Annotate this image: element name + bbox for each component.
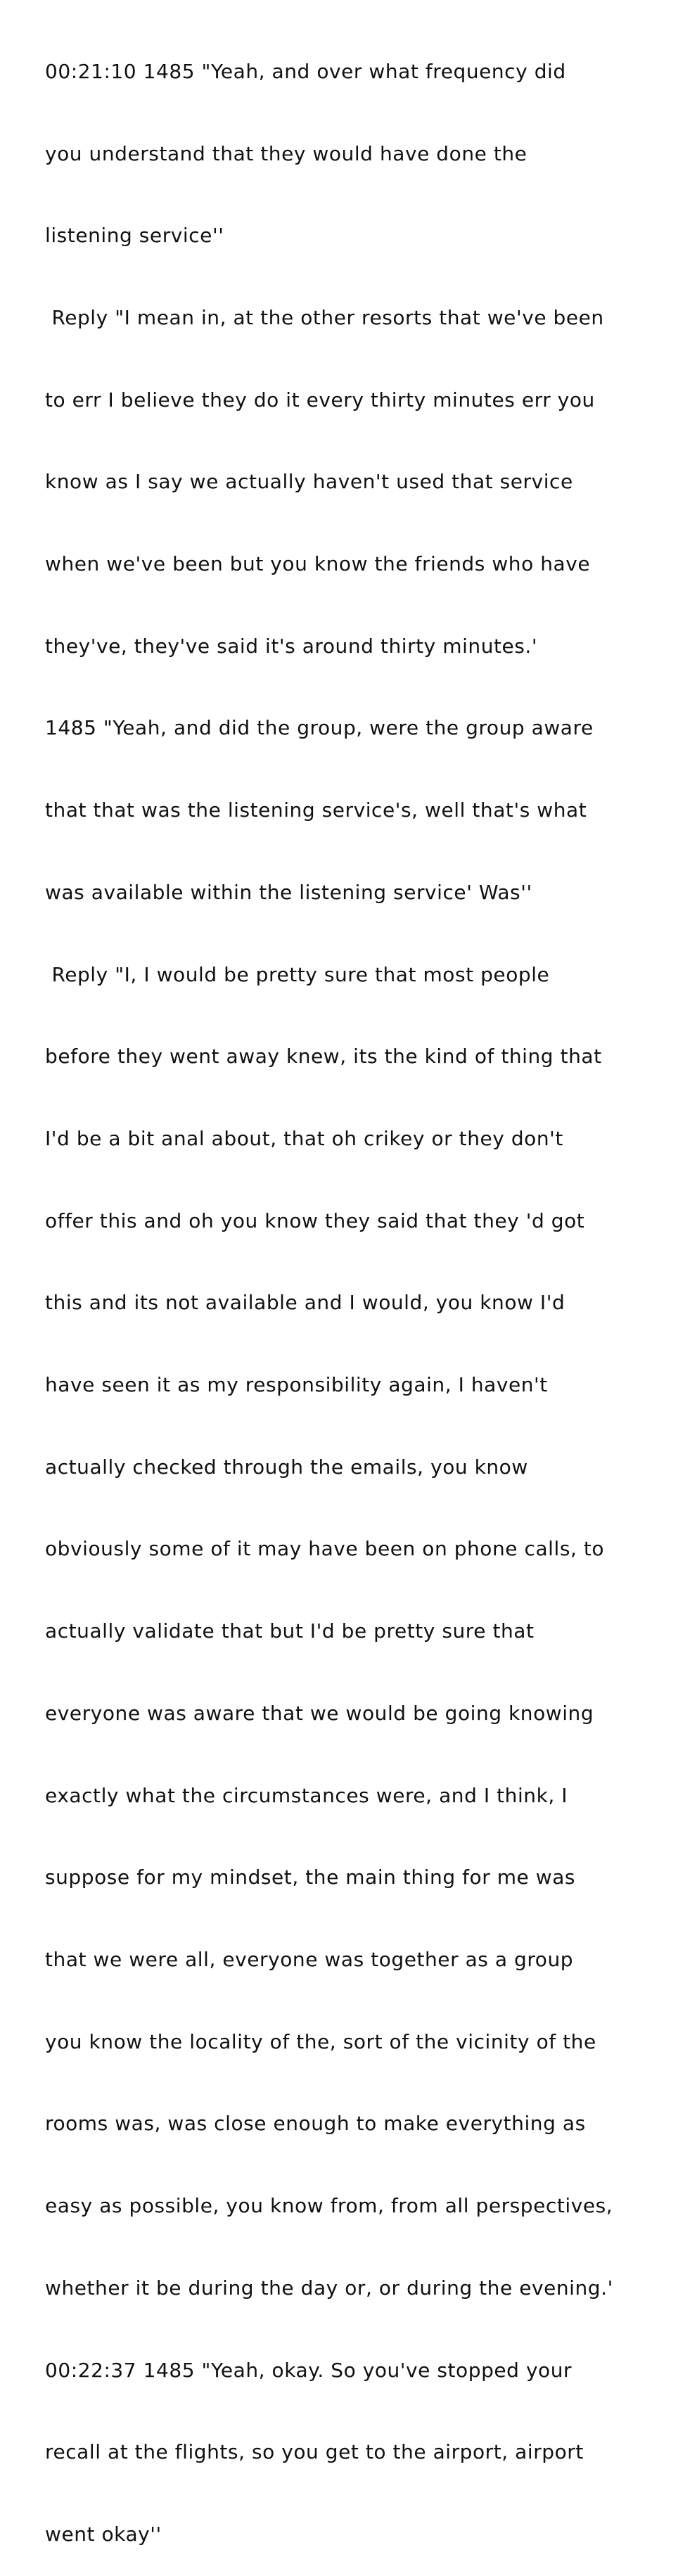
transcript-line: recall at the flights, so you get to the airport, airport	[45, 2440, 584, 2464]
transcript-line: 00:22:37 1485 "Yeah, okay. So you've stopped your	[45, 2358, 573, 2382]
transcript-text	[45, 4, 664, 2576]
transcript-line: listening service''	[45, 224, 224, 248]
transcript-line: to err I believe they do it every thirty minutes err you	[45, 388, 595, 412]
transcript-line: you know the locality of the, sort of the vicinity of the	[45, 2029, 596, 2053]
transcript-line: easy as possible, you know from, from all perspectives,	[45, 2194, 613, 2218]
transcript-line: before they went away knew, its the kind of thing that	[45, 1045, 602, 1069]
transcript-line: you understand that they would have done the	[45, 141, 527, 165]
transcript-line: know as I say we actually haven't used that service	[45, 470, 573, 494]
transcript-line: they've, they've said it's around thirty minutes.'	[45, 634, 538, 658]
transcript-line: Reply "I mean in, at the other resorts that we've been	[45, 305, 604, 329]
transcript-line: that that was the listening service's, well that's what	[45, 798, 587, 822]
transcript-line: rooms was, was close enough to make everything as	[45, 2112, 586, 2136]
transcript-line: exactly what the circumstances were, and I think, I	[45, 1783, 568, 1807]
transcript-line: actually checked through the emails, you know	[45, 1455, 528, 1479]
transcript-line: everyone was aware that we would be going knowing	[45, 1701, 594, 1725]
transcript-line: suppose for my mindset, the main thing for me was	[45, 1866, 576, 1889]
transcript-line: actually validate that but I'd be pretty sure that	[45, 1619, 535, 1643]
transcript-line: obviously some of it may have been on phone calls, to	[45, 1537, 605, 1561]
transcript-line: whether it be during the day or, or during the evening.'	[45, 2276, 613, 2300]
transcript-line: went okay''	[45, 2522, 162, 2546]
transcript-line: that we were all, everyone was together as a group	[45, 1947, 574, 1971]
transcript-line: this and its not available and I would, you know I'd	[45, 1291, 565, 1315]
transcript-line: when we've been but you know the friends who have	[45, 552, 591, 576]
transcript-line: was available within the listening service' Was''	[45, 880, 532, 904]
transcript-line: Reply "I, I would be pretty sure that most people	[45, 962, 550, 986]
transcript-line: 00:21:10 1485 "Yeah, and over what frequency did	[45, 59, 566, 83]
transcript-line: offer this and oh you know they said that they 'd got	[45, 1209, 585, 1232]
transcript-line: 1485 "Yeah, and did the group, were the group aware	[45, 716, 594, 740]
transcript-line: have seen it as my responsibility again, I haven't	[45, 1373, 548, 1397]
transcript-line: I'd be a bit anal about, that oh crikey or they don't	[45, 1126, 563, 1150]
